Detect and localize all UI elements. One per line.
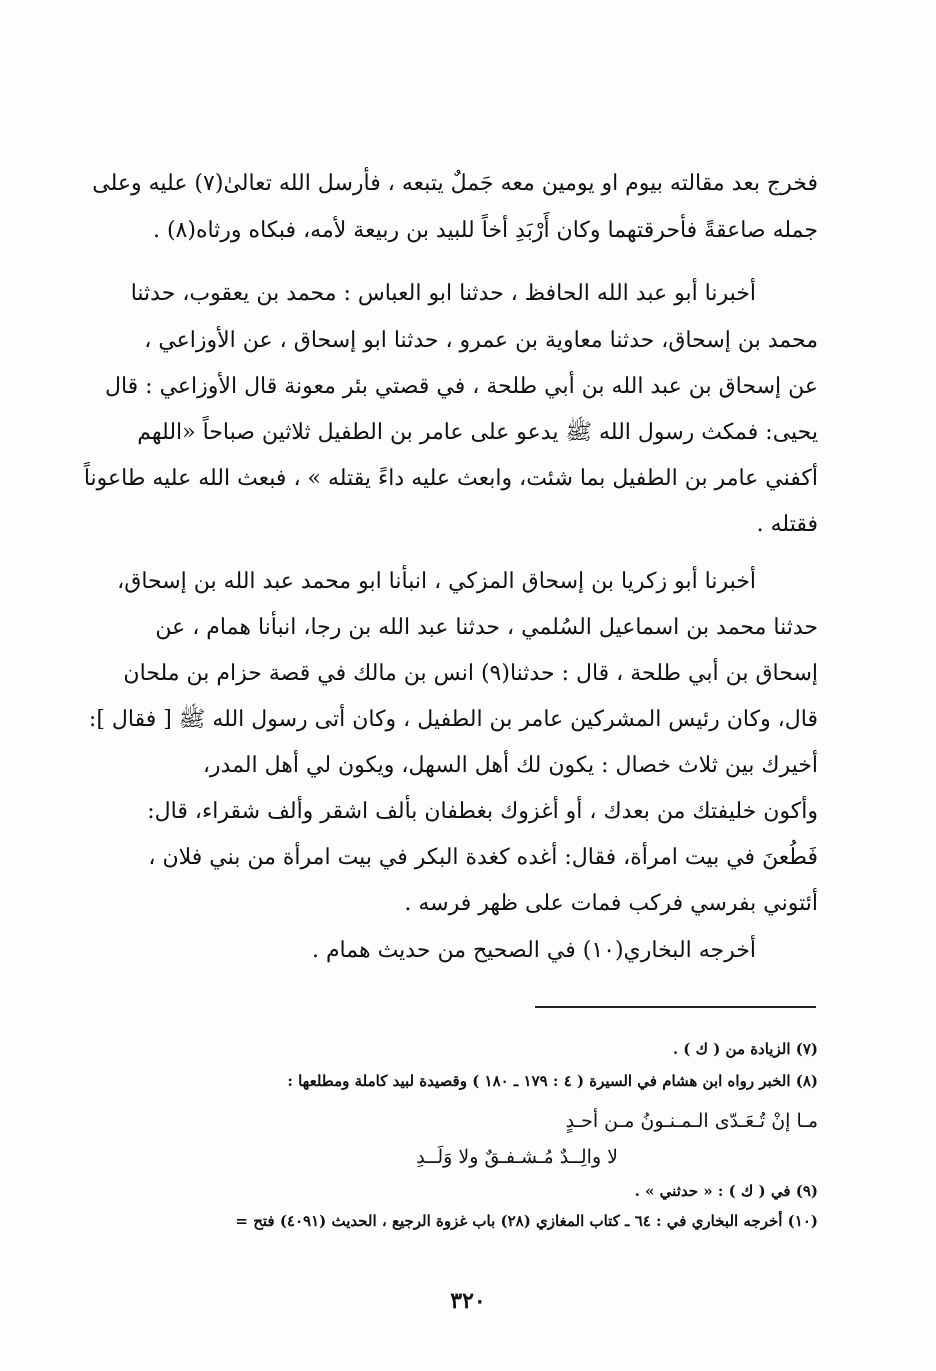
- text-line: فَطُعنَ في بيت امرأة، فقال: أغده كغدة البكر في بيت امرأة من بني فلان ،: [148, 845, 818, 870]
- text-line: يحيى: فمكث رسول الله ﷺ يدعو على عامر بن الطفيل ثلاثين صباحاً «اللهم: [137, 420, 818, 445]
- text-line: أخرجه البخاري(١٠) في الصحيح من حديث همام .: [311, 938, 756, 963]
- footnote-7: (٧) الزيادة من ( ك ) .: [672, 1040, 818, 1058]
- text-line: أئتوني بفرسي فركب فمات على ظهر فرسه .: [404, 891, 818, 916]
- text-line: عن إسحاق بن عبد الله بن أبي طلحة ، في قصتي بئر معونة قال الأوزاعي : قال: [104, 374, 818, 399]
- text-line: فخرج بعد مقالته بيوم او يومين معه جَملٌ يتبعه ، فأرسل الله تعالىٰ(٧) عليه وعلى: [92, 171, 818, 196]
- footnote-10: (١٠) أخرجه البخاري في : ٦٤ ـ كتاب المغازي (٢٨) باب غزوة الرجيع ، الحديث (٤٠٩١) فتح =: [235, 1212, 818, 1230]
- text-line: حدثنا محمد بن اسماعيل السُلمي ، حدثنا عبد الله بن رجا، انبأنا همام ، عن: [155, 615, 818, 640]
- text-line: وأكون خليفتك من بعدك ، أو أغزوك بغطفان بألف اشقر وألف شقراء، قال:: [147, 799, 818, 824]
- text-line: محمد بن إسحاق، حدثنا معاوية بن عمرو ، حدثنا ابو إسحاق ، عن الأوزاعي ،: [144, 328, 818, 353]
- text-line: أخبرنا أبو زكريا بن إسحاق المزكي ، انبأنا ابو محمد عبد الله بن إسحاق،: [117, 569, 756, 594]
- footnote-8: (٨) الخبر رواه ابن هشام في السيرة ( ٤ : ١٧٩ ـ ١٨٠ ) وقصيدة لبيد كاملة ومطلعها :: [287, 1072, 818, 1090]
- text-line: إسحاق بن أبي طلحة ، قال : حدثنا(٩) انس بن مالك في قصة حزام بن ملحان: [123, 661, 818, 686]
- footnote-9: (٩) في ( ك ) : « حدثني » .: [634, 1182, 818, 1200]
- text-line: أكفني عامر بن الطفيل بما شئت، وابعث عليه داءً يقتله » ، فبعث الله عليه طاعوناً: [83, 466, 818, 491]
- poem-verse-line-2: لا والِــدٌ مُـشـفـقٌ ولا وَلَــدِ: [416, 1146, 618, 1168]
- text-line: أخبرنا أبو عبد الله الحافظ ، حدثنا ابو العباس : محمد بن يعقوب، حدثنا: [130, 281, 756, 306]
- page-number: ٣٢٠: [450, 1288, 486, 1314]
- text-line: فقتله .: [756, 512, 818, 537]
- footnote-divider: [535, 1006, 816, 1008]
- text-line: قال، وكان رئيس المشركين عامر بن الطفيل ، وكان أتى رسول الله ﷺ [ فقال ]:: [88, 707, 818, 732]
- text-line: جمله صاعقةً فأحرقتهما وكان أَرْبَدِ أخاً للبيد بن ربيعة لأمه، فبكاه ورثاه(٨) .: [152, 218, 818, 243]
- text-line: أخيرك بين ثلاث خصال : يكون لك أهل السهل، ويكون لي أهل المدر،: [202, 753, 818, 778]
- poem-verse-line-1: مـا إنْ تُـعَـدّى الـمـنـونُ مـن أحـدٍ: [565, 1110, 818, 1132]
